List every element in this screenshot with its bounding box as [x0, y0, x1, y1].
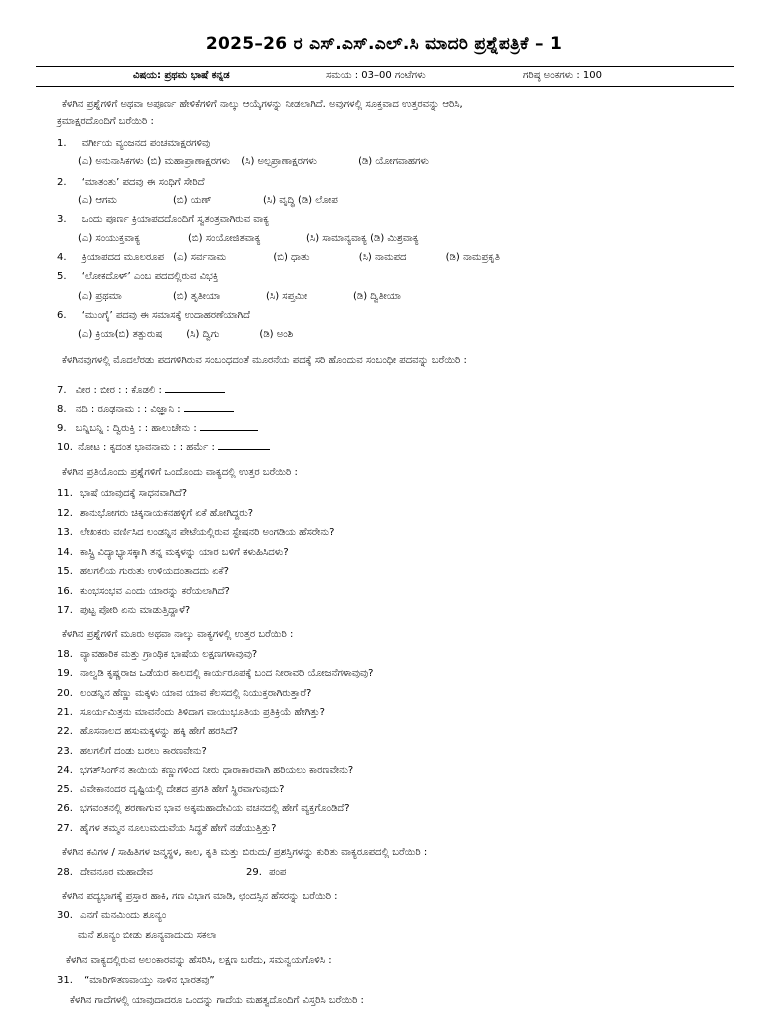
question-3: [57, 213, 269, 227]
options-q2: [78, 194, 338, 208]
question-text: ಭಗತ್‌ಸಿಂಗ್‌ನ ತಾಯಿಯ ಕಣ್ಣುಗಳಿಂದ ನೀರು ಧಾರಾಕಾರವಾಗಿ ಹರಿಯಲು ಕಾರಣವೇನು?: [80, 764, 354, 776]
question-text: ವರ್ಗೀಯ ವ್ಯಂಜನದ ಪಂಚಮಾಕ್ಷರಗಳಿವು: [81, 138, 211, 149]
question-number: 6.: [57, 310, 67, 321]
question-text: ಹಲಗಲಿಯ ಗುರುತು ಉಳಿಯದಂತಾದದು ಏಕೆ?: [80, 566, 229, 577]
option-b: (ಬಿ) ಮಹಾಪ್ರಾಣಾಕ್ಷರಗಳು: [146, 156, 231, 167]
option-a: (ಎ) ಆಗಮ: [78, 195, 117, 206]
question-text: ದೇವನೂರ ಮಹಾದೇವ: [80, 867, 153, 878]
question-number: 31.: [57, 975, 73, 986]
answer-blank[interactable]: [165, 383, 225, 393]
question-number: 13.: [57, 527, 73, 538]
question-number: 18.: [57, 649, 73, 660]
option-a: (ಎ) ಅನುನಾಸಿಕಗಳು: [78, 156, 144, 167]
section-b-instruction: ಕೆಳಗಿನವುಗಳಲ್ಲಿ ಮೊದಲೆರಡು ಪದಗಳಿಗಿರುವ ಸಂಬಂಧದಂತೆ ಮೂರನೆಯ ಪದಕ್ಕೆ ಸರಿ ಹೊಂದುವ ಸಂಬಂಧೀ ಪದವನ್ನು ಬರೆಯಿರಿ :: [62, 355, 467, 366]
question-27: [57, 822, 277, 836]
question-31: [57, 974, 215, 988]
question-text: ನದಿ : ರೂಢನಾಮ : : ವಿಜ್ಞಾನಿ :: [75, 404, 181, 415]
question-14: [57, 546, 289, 560]
options-q6: [78, 328, 293, 342]
section-c-instruction: ಕೆಳಗಿನ ಪ್ರತಿಯೊಂದು ಪ್ರಶ್ನೆಗಳಿಗೆ ಒಂದೊಂದು ವಾಕ್ಯದಲ್ಲಿ ಉತ್ತರ ಬರೆಯಿರಿ :: [62, 467, 298, 478]
question-16: [57, 585, 230, 599]
option-d: (ಡಿ) ಲೋಪ: [297, 195, 338, 206]
question-2: [57, 176, 205, 190]
question-number: 5.: [57, 271, 67, 282]
question-text: ಬನ್ನಿಬನ್ನಿ : ದ್ವಿರುಕ್ತಿ : : ಹಾಲುಜೇನು :: [75, 423, 197, 434]
options-q5: [78, 290, 401, 304]
poem-line-2: ಮನೆ ಶೂನ್ಯಂ ಬೀಡು ಶೂನ್ಯವಾದುದು ಸಕಲಾ: [78, 930, 217, 941]
question-text: ಒಂದು ಪೂರ್ಣ ಕ್ರಿಯಾಪದದೊಂದಿಗೆ ಸ್ವತಂತ್ರವಾಗಿರುವ ವಾಕ್ಯ: [81, 214, 270, 225]
question-25: [57, 783, 285, 797]
section-a-instruction-cont: ಕ್ರಮಾಕ್ಷರದೊಂದಿಗೆ ಬರೆಯಿರಿ :: [57, 116, 154, 127]
question-number: 23.: [57, 745, 73, 757]
question-12: [57, 507, 254, 521]
question-text: ಲೇಖಕರು ವರ್ಣಿಸಿದ ಲಂಡನ್ನಿನ ಪೇಟೆಯಲ್ಲಿರುವ ಸ್ಟೇಷನರಿ ಅಂಗಡಿಯ ಹೆಸರೇನು?: [80, 527, 335, 538]
question-17: [57, 604, 191, 618]
question-1: [57, 137, 210, 151]
question-number: 19.: [57, 668, 73, 680]
question-number: 14.: [57, 546, 73, 558]
question-number: 4.: [57, 252, 67, 263]
section-g-instruction: ಕೆಳಗಿನ ವಾಕ್ಯದಲ್ಲಿರುವ ಅಲಂಕಾರವನ್ನು ಹೆಸರಿಸಿ, ಲಕ್ಷಣ ಬರೆದು, ಸಮನ್ವಯಗೊಳಿಸಿ :: [66, 955, 332, 966]
question-number: 16.: [57, 585, 73, 597]
question-text: ಕಾಸ್ಟ್ರಿ ವಿದ್ಯಾಭ್ಯಾಸಕ್ಕಾಗಿ ತನ್ನ ಮಕ್ಕಳನ್ನು ಯಾರ ಬಳಿಗೆ ಕಳುಹಿಸಿದಳು?: [80, 546, 289, 558]
answer-blank[interactable]: [184, 402, 234, 412]
option-d: (ಡಿ) ಅಂಶಿ: [259, 329, 294, 340]
question-number: 22.: [57, 726, 73, 738]
question-5: [57, 270, 218, 284]
question-number: 29.: [246, 867, 262, 878]
question-text: ಹೊಸನಾಲದ ಹಸುಮಕ್ಕಳನ್ನು ಹಕ್ಕಿ ಹೇಗೆ ಹರಸಿದೆ?: [80, 726, 238, 738]
question-text: ಹೈಗಳ ತಮ್ಮನ ನೂಲುಮದುವೆಯ ಸಿದ್ಧತೆ ಹೇಗೆ ನಡೆಯುತ್ತಿತ್ತು?: [80, 822, 277, 834]
section-d-instruction: ಕೆಳಗಿನ ಪ್ರಶ್ನೆಗಳಿಗೆ ಮೂರು ಅಥವಾ ನಾಲ್ಕು ವಾಕ್ಯಗಳಲ್ಲಿ ಉತ್ತರ ಬರೆಯಿರಿ :: [62, 629, 294, 640]
question-6: [57, 309, 250, 323]
header-rule-top: [36, 66, 734, 67]
question-number: 11.: [57, 488, 73, 499]
question-number: 2.: [57, 177, 67, 188]
question-text: ನಾಲ್ವಡಿ ಕೃಷ್ಣರಾಜ ಒಡೆಯರ ಕಾಲದಲ್ಲಿ ಕಾರ್ಯರೂಪಕ್ಕೆ ಬಂದ ನೀರಾವರಿ ಯೋಜನೆಗಳಾವುವು?: [80, 668, 374, 680]
question-text: ನೋಟ : ಕೃದಂತ ಭಾವನಾಮ : : ಹರ್ಮೆ :: [78, 442, 215, 453]
question-text: ಕುಂಭಸಂಭವ ಎಂದು ಯಾರನ್ನು ಕರೆಯಲಾಗಿದೆ?: [80, 585, 230, 597]
question-number: 10.: [57, 442, 73, 453]
question-number: 20.: [57, 687, 73, 699]
option-c: (ಸಿ) ಅಲ್ಪಪ್ರಾಣಾಕ್ಷರಗಳು: [241, 156, 317, 167]
question-text: ಲಂಡನ್ನಿನ ಹೆಣ್ಣು ಮಕ್ಕಳು ಯಾವ ಯಾವ ಕೆಲಸದಲ್ಲಿ ನಿಯುಕ್ತರಾಗಿರುತ್ತಾರೆ?: [80, 687, 312, 699]
header-rule-bottom: [36, 86, 734, 87]
question-text: “ಮಾರಿಗೌತಣವಾಯ್ತು ನಾಳಿನ ಭಾರತವು”: [84, 975, 215, 986]
question-24: [57, 764, 354, 778]
question-19: [57, 667, 374, 681]
question-text: ವಿವೇಕಾನಂದರ ದೃಷ್ಟಿಯಲ್ಲಿ ದೇಶದ ಪ್ರಗತಿ ಹೇಗೆ ಸ್ಥಿರವಾಗುವುದು?: [80, 784, 285, 796]
option-c: (ಸಿ) ವೃದ್ಧಿ: [263, 195, 295, 206]
question-9: [57, 421, 258, 436]
question-15: [57, 565, 229, 579]
question-30: [57, 909, 166, 923]
question-text: ‘ಮುಂಗೈ’ ಪದವು ಈ ಸಮಾಸಕ್ಕೆ ಉದಾಹರಣೆಯಾಗಿದೆ: [81, 310, 250, 321]
question-18: [57, 648, 258, 662]
question-28: [57, 866, 153, 880]
question-number: 3.: [57, 214, 67, 225]
question-4: [57, 251, 500, 265]
question-number: 28.: [57, 867, 73, 878]
answer-blank[interactable]: [200, 421, 258, 431]
option-c: (ಸಿ) ಸಾಮಾನ್ಯವಾಕ್ಯ: [306, 233, 367, 244]
question-text: ‘ಮಾತಂತು’ ಪದವು ಈ ಸಂಧಿಗೆ ಸೇರಿದೆ: [81, 177, 205, 188]
question-text: ಪಂಪ: [269, 867, 287, 878]
option-d: (ಡಿ) ನಾಮಪ್ರಕೃತಿ: [445, 252, 500, 263]
question-text: ಭಗವಂತನಲ್ಲಿ ಶರಣಾಗುವ ಭಾವ ಅಕ್ಕಮಹಾದೇವಿಯ ವಚನದಲ್ಲಿ ಹೇಗೆ ವ್ಯಕ್ತಗೊಂಡಿದೆ?: [80, 803, 350, 815]
question-10: [57, 440, 270, 455]
option-c: (ಸಿ) ಸಪ್ತಮೀ: [266, 291, 308, 302]
subject-label: ವಿಷಯ: ಪ್ರಥಮ ಭಾಷೆ ಕನ್ನಡ: [133, 70, 230, 81]
answer-blank[interactable]: [218, 440, 270, 450]
question-number: 25.: [57, 784, 73, 796]
option-b: (ಬಿ) ತೃತೀಯಾ: [173, 291, 221, 302]
section-e-instruction: ಕೆಳಗಿನ ಕವಿಗಳ / ಸಾಹಿತಿಗಳ ಜನ್ಮಸ್ಥಳ, ಕಾಲ, ಕೃತಿ ಮತ್ತು ಬಿರುದು/ ಪ್ರಶಸ್ತಿಗಳನ್ನು ಕುರಿತು ವಾಕ್ಯರೂಪದಲ್ಲಿ ಬರೆಯಿರಿ :: [62, 847, 428, 858]
option-a: (ಎ) ಪ್ರಥಮಾ: [78, 291, 122, 302]
question-number: 26.: [57, 803, 73, 815]
option-b: (ಬಿ) ತತ್ಪುರುಷ: [114, 329, 163, 340]
question-23: [57, 745, 207, 759]
question-number: 21.: [57, 706, 73, 718]
question-number: 30.: [57, 910, 73, 921]
option-a: (ಎ) ಕ್ರಿಯಾ: [78, 329, 115, 340]
question-7: [57, 383, 225, 398]
question-11: [57, 487, 188, 501]
question-number: 1.: [57, 138, 67, 149]
options-q3: [78, 232, 419, 246]
question-number: 15.: [57, 566, 73, 577]
question-number: 17.: [57, 605, 73, 616]
question-number: 9.: [57, 423, 67, 434]
section-f-instruction: ಕೆಳಗಿನ ಪದ್ಯಭಾಗಕ್ಕೆ ಪ್ರಸ್ತಾರ ಹಾಕಿ, ಗಣ ವಿಭಾಗ ಮಾಡಿ, ಛಂದಸ್ಸಿನ ಹೆಸರನ್ನು ಬರೆಯಿರಿ :: [62, 891, 338, 902]
question-text: ಕ್ರಿಯಾಪದದ ಮೂಲರೂಪ: [81, 252, 165, 263]
question-8: [57, 402, 234, 417]
question-number: 7.: [57, 385, 67, 396]
option-b: (ಬಿ) ಧಾತು: [273, 252, 310, 263]
question-text: ಭಾಷೆ ಯಾವುದಕ್ಕೆ ಸಾಧನವಾಗಿದೆ?: [80, 488, 188, 499]
options-q1: [78, 155, 429, 169]
option-d: (ಡಿ) ದ್ವಿತೀಯಾ: [353, 291, 401, 302]
question-text: ‘ಲೋಕದೊಳ್’ ಎಂಬ ಪದದಲ್ಲಿರುವ ವಿಭಕ್ತಿ: [81, 271, 219, 282]
question-13: [57, 526, 335, 540]
section-h-instruction: ಕೆಳಗಿನ ಗಾದೆಗಳಲ್ಲಿ ಯಾವುದಾದರೂ ಒಂದನ್ನು ಗಾದೆಯ ಮಹತ್ವದೊಂದಿಗೆ ವಿಸ್ತರಿಸಿ ಬರೆಯಿರಿ :: [70, 995, 364, 1006]
max-marks-label: ಗರಿಷ್ಠ ಅಂಕಗಳು : 100: [523, 70, 603, 81]
question-29: [246, 866, 286, 880]
option-d: (ಡಿ) ಯೋಗವಾಹಗಳು: [358, 156, 429, 167]
question-text: ಪುಟ್ಟ ಪೋರಿ ಏನು ಮಾಡುತ್ತಿದ್ದಾಳೆ?: [80, 605, 191, 616]
question-22: [57, 725, 238, 739]
question-number: 27.: [57, 822, 73, 834]
question-text: ಶಾನುಭೋಗರು ಚಿಕ್ಕನಾಯಕನಹಳ್ಳಿಗೆ ಏಕೆ ಹೋಗಿದ್ದರು?: [80, 507, 254, 519]
page-title: 2025–26 ರ ಎಸ್.ಎಸ್.ಎಲ್.ಸಿ ಮಾದರಿ ಪ್ರಶ್ನೆಪತ್ರಿಕೆ – 1: [205, 34, 563, 54]
question-text: ಸೂರ್ಯಮಿತ್ರನು ಮಾವನೆಂದು ತಿಳಿದಾಗ ವಾಯುಭೂತಿಯ ಪ್ರತಿಕ್ರಿಯೆ ಹೇಗಿತ್ತು?: [80, 706, 325, 718]
question-text: ವ್ಯಾವಹಾರಿಕ ಮತ್ತು ಗ್ರಾಂಥಿಕ ಭಾಷೆಯ ಲಕ್ಷಣಗಳಾವುವು?: [80, 649, 258, 660]
time-label: ಸಮಯ : 03–00 ಗಂಟೆಗಳು: [326, 70, 426, 81]
option-c: (ಸಿ) ನಾಮಪದ: [358, 252, 407, 263]
option-b: (ಬಿ) ಯಣ್: [173, 195, 212, 206]
question-number: 12.: [57, 507, 73, 519]
question-number: 24.: [57, 764, 73, 776]
option-c: (ಸಿ) ದ್ವಿಗು: [186, 329, 220, 340]
option-a: (ಎ) ಸಂಯುಕ್ತವಾಕ್ಯ: [78, 233, 141, 244]
question-20: [57, 687, 312, 701]
section-a-instruction: ಕೆಳಗಿನ ಪ್ರಶ್ನೆಗಳಿಗೆ ಅಥವಾ ಅಪೂರ್ಣ ಹೇಳಿಕೆಗಳಿಗೆ ನಾಲ್ಕು ಆಯ್ಕೆಗಳನ್ನು ನೀಡಲಾಗಿದೆ. ಅವುಗಳಲ್ಲಿ ಸೂಕ್ತವಾದ ಉತ್ತರವನ್ನು ಆರಿಸಿ,: [62, 99, 463, 110]
question-21: [57, 706, 325, 720]
option-d: (ಡಿ) ಮಿಶ್ರವಾಕ್ಯ: [370, 233, 419, 244]
option-a: (ಎ) ಸರ್ವನಾಮ: [173, 252, 227, 263]
question-number: 8.: [57, 404, 67, 415]
poem-line-1: ಎನಗೆ ಮನಮಿಂದು ಶೂನ್ಯಂ: [80, 910, 167, 921]
option-b: (ಬಿ) ಸಂಯೋಜಿತವಾಕ್ಯ: [188, 233, 261, 244]
question-text: ಹಲಗಲಿಗೆ ದಂಡು ಬರಲು ಕಾರಣವೇನು?: [80, 745, 207, 757]
question-text: ವೀರ : ಬೀರ : : ಕೊಡಲಿ :: [75, 385, 162, 396]
question-26: [57, 802, 350, 816]
